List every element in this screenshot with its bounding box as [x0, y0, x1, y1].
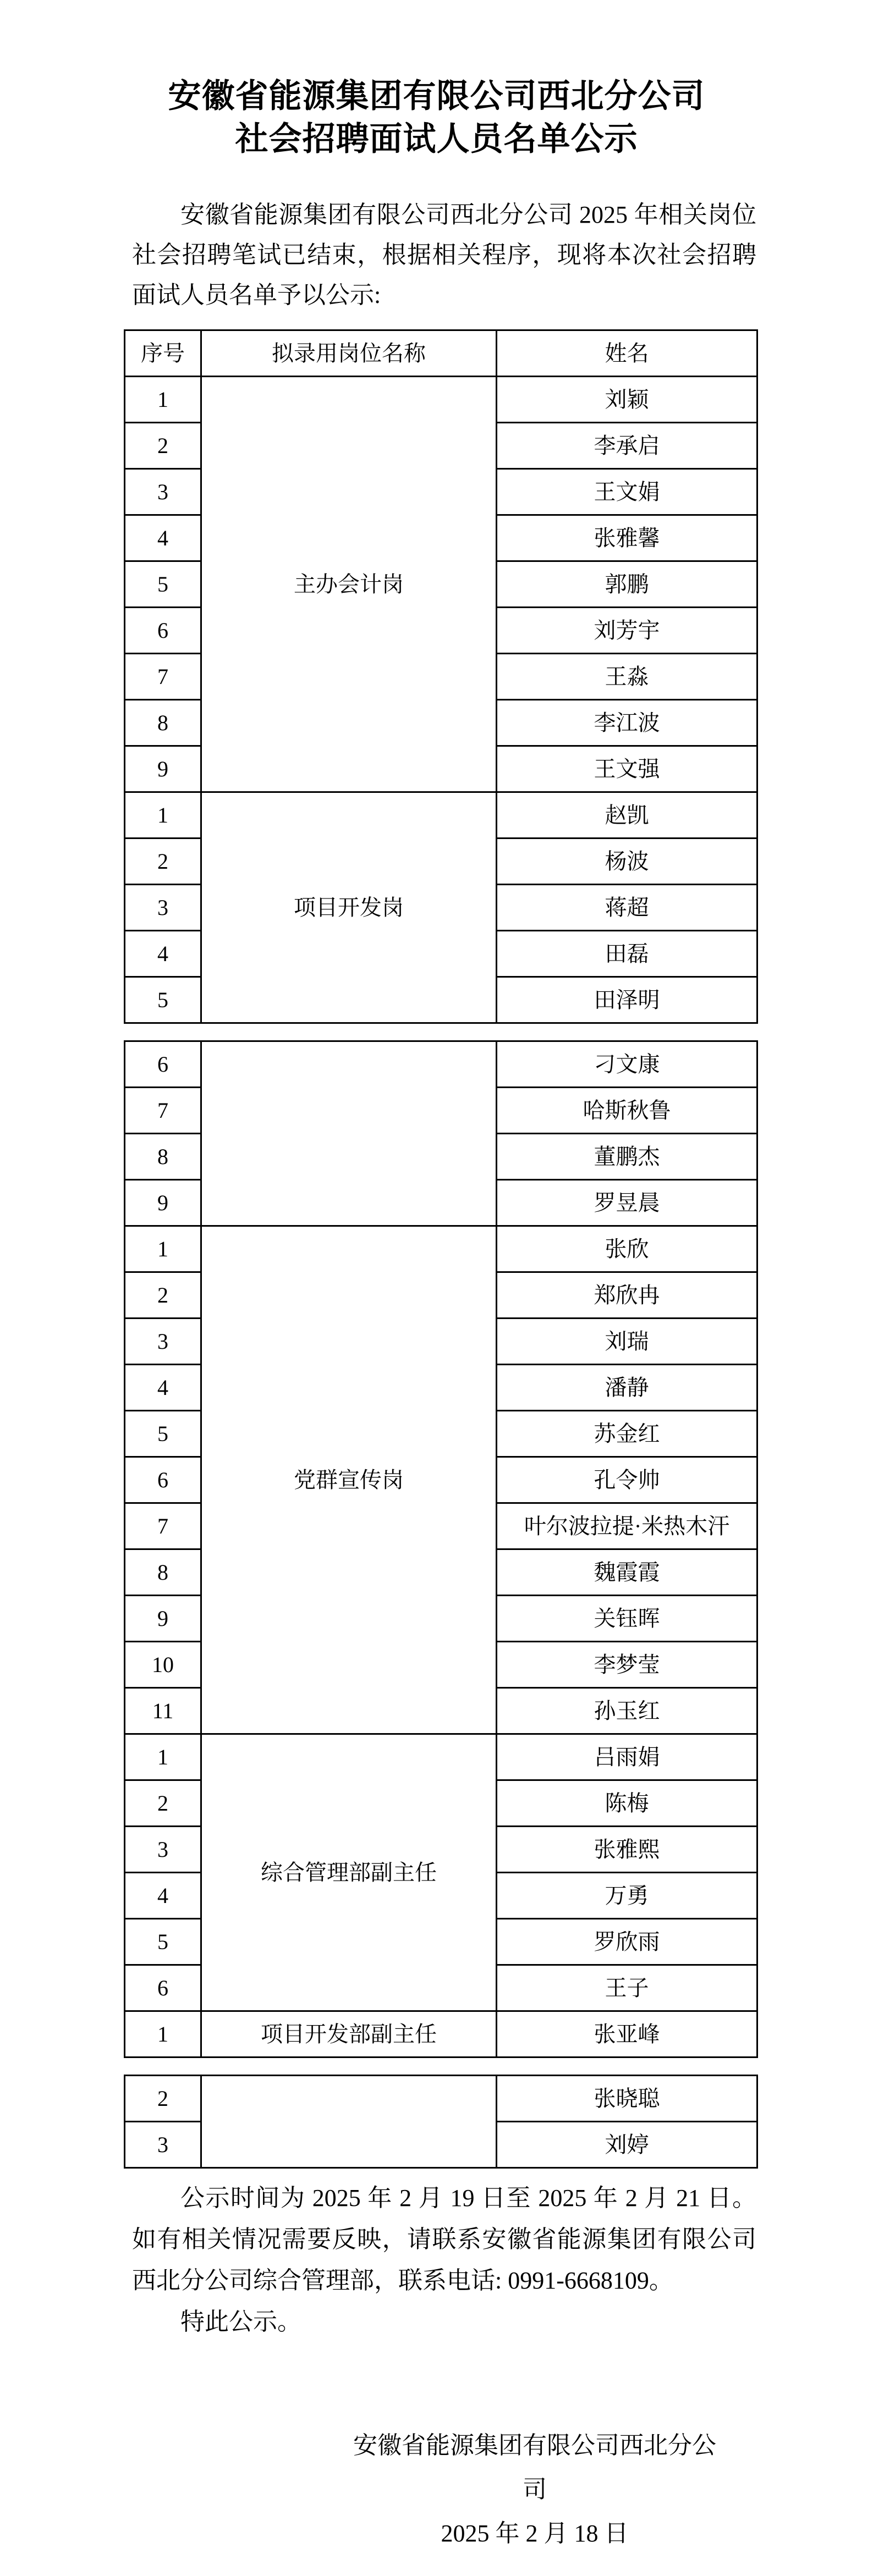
- serial-cell: 3: [125, 885, 201, 931]
- document-title: [0, 75, 873, 161]
- name-cell: 张亚峰: [497, 2011, 757, 2058]
- serial-cell: 11: [125, 1688, 201, 1734]
- name-cell: 张晓聪: [497, 2076, 757, 2122]
- name-cell: 张欣: [497, 1226, 757, 1272]
- name-cell: 关钰晖: [497, 1596, 757, 1642]
- position-cell: 项目开发部副主任: [201, 2011, 497, 2058]
- serial-cell: 8: [125, 700, 201, 746]
- signature-company: 安徽省能源集团有限公司西北分公司: [353, 2432, 716, 2503]
- serial-cell: 2: [125, 839, 201, 885]
- roster-row: [125, 1041, 757, 1088]
- serial-cell: 2: [125, 423, 201, 469]
- serial-cell: 3: [125, 2122, 201, 2168]
- name-cell: 张雅熙: [497, 1827, 757, 1873]
- name-cell: 叶尔波拉提·米热木汗: [497, 1503, 757, 1549]
- name-cell: 杨波: [497, 839, 757, 885]
- serial-cell: 5: [125, 561, 201, 608]
- roster-row: [125, 792, 757, 839]
- roster-row: [125, 1226, 757, 1272]
- serial-cell: 9: [125, 1180, 201, 1226]
- serial-cell: 7: [125, 654, 201, 700]
- position-header: 拟录用岗位名称: [201, 330, 497, 377]
- serial-cell: 4: [125, 515, 201, 561]
- serial-cell: 5: [125, 977, 201, 1023]
- name-cell: 孔令帅: [497, 1457, 757, 1503]
- roster-tables: [0, 329, 873, 2169]
- serial-cell: 2: [125, 1272, 201, 1319]
- name-cell: 罗欣雨: [497, 1919, 757, 1965]
- serial-cell: 4: [125, 1873, 201, 1919]
- serial-cell: 8: [125, 1134, 201, 1180]
- name-cell: 赵凯: [497, 792, 757, 839]
- serial-cell: 6: [125, 1965, 201, 2011]
- serial-cell: 3: [125, 1319, 201, 1365]
- name-cell: 刘颖: [497, 377, 757, 423]
- name-cell: 刁文康: [497, 1041, 757, 1088]
- name-cell: 吕雨娟: [497, 1734, 757, 1780]
- name-cell: 李承启: [497, 423, 757, 469]
- serial-cell: 3: [125, 1827, 201, 1873]
- name-cell: 潘静: [497, 1365, 757, 1411]
- name-cell: 刘瑞: [497, 1319, 757, 1365]
- serial-cell: 4: [125, 1365, 201, 1411]
- position-cell: 主办会计岗: [201, 377, 497, 792]
- name-cell: 王淼: [497, 654, 757, 700]
- closing-note: 特此公示。: [180, 2308, 301, 2335]
- position-cell: 党群宣传岗: [201, 1226, 497, 1734]
- name-cell: 郭鹏: [497, 561, 757, 608]
- document-title-line1: 安徽省能源集团有限公司西北分公司: [168, 78, 705, 114]
- name-cell: 蒋超: [497, 885, 757, 931]
- serial-cell: 7: [125, 1503, 201, 1549]
- roster-row: [125, 2076, 757, 2122]
- roster-table-segment-1: [124, 329, 758, 1024]
- serial-cell: 5: [125, 1919, 201, 1965]
- position-cell: [201, 1041, 497, 1226]
- serial-cell: 6: [125, 1041, 201, 1088]
- name-cell: 苏金红: [497, 1411, 757, 1457]
- serial-cell: 2: [125, 2076, 201, 2122]
- name-cell: 哈斯秋鲁: [497, 1088, 757, 1134]
- serial-cell: 8: [125, 1549, 201, 1596]
- roster-table-segment-2: [124, 1040, 758, 2058]
- name-cell: 孙玉红: [497, 1688, 757, 1734]
- name-cell: 郑欣冉: [497, 1272, 757, 1319]
- name-cell: 刘婷: [497, 2122, 757, 2168]
- position-cell: 综合管理部副主任: [201, 1734, 497, 2011]
- serial-cell: 1: [125, 377, 201, 423]
- serial-cell: 4: [125, 931, 201, 977]
- name-cell: 张雅馨: [497, 515, 757, 561]
- name-cell: 刘芳宇: [497, 608, 757, 654]
- serial-cell: 6: [125, 608, 201, 654]
- serial-header: 序号: [125, 330, 201, 377]
- name-cell: 王文娟: [497, 469, 757, 515]
- serial-cell: 1: [125, 1226, 201, 1272]
- serial-cell: 1: [125, 2011, 201, 2058]
- name-cell: 陈梅: [497, 1780, 757, 1827]
- position-cell: [201, 2076, 497, 2168]
- name-cell: 罗昱晨: [497, 1180, 757, 1226]
- name-cell: 万勇: [497, 1873, 757, 1919]
- roster-header-row: [125, 330, 757, 377]
- name-cell: 田泽明: [497, 977, 757, 1023]
- name-cell: 魏霞霞: [497, 1549, 757, 1596]
- serial-cell: 7: [125, 1088, 201, 1134]
- serial-cell: 9: [125, 746, 201, 792]
- signature-block: [342, 2424, 727, 2556]
- position-cell: 项目开发岗: [201, 792, 497, 1023]
- intro-paragraph: 安徽省能源集团有限公司西北分公司 2025 年相关岗位社会招聘笔试已结束，根据相关程序，现将本次社会招聘面试人员名单予以公示:: [132, 201, 756, 308]
- roster-row: [125, 377, 757, 423]
- signature-date: 2025 年 2 月 18 日: [441, 2520, 629, 2547]
- name-cell: 李梦莹: [497, 1642, 757, 1688]
- name-cell: 王文强: [497, 746, 757, 792]
- name-cell: 李江波: [497, 700, 757, 746]
- name-cell: 田磊: [497, 931, 757, 977]
- name-cell: 王子: [497, 1965, 757, 2011]
- name-header: 姓名: [497, 330, 757, 377]
- serial-cell: 3: [125, 469, 201, 515]
- serial-cell: 2: [125, 1780, 201, 1827]
- roster-row: [125, 1734, 757, 1780]
- publicity-period-paragraph: 公示时间为 2025 年 2 月 19 日至 2025 年 2 月 21 日。如有相关情况需要反映，请联系安徽省能源集团有限公司西北分公司综合管理部，联系电话: 0991-6668109。: [132, 2185, 756, 2294]
- serial-cell: 1: [125, 1734, 201, 1780]
- serial-cell: 9: [125, 1596, 201, 1642]
- serial-cell: 5: [125, 1411, 201, 1457]
- serial-cell: 1: [125, 792, 201, 839]
- document-title-line2: 社会招聘面试人员名单公示: [235, 121, 638, 157]
- roster-row: [125, 2011, 757, 2058]
- roster-table-segment-3: [124, 2075, 758, 2169]
- serial-cell: 10: [125, 1642, 201, 1688]
- name-cell: 董鹏杰: [497, 1134, 757, 1180]
- serial-cell: 6: [125, 1457, 201, 1503]
